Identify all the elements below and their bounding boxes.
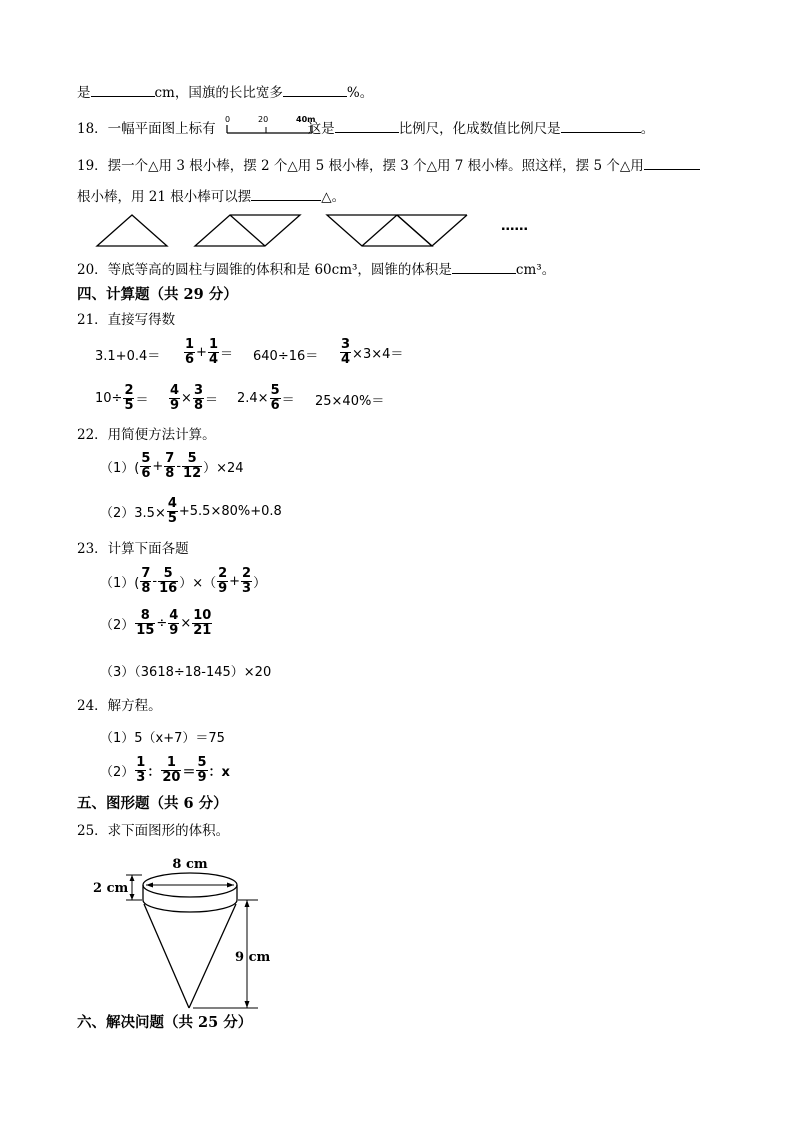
expr-text: 640÷16＝ <box>253 349 319 364</box>
q25-title: 25．求下面图形的体积。 <box>77 823 230 839</box>
q23-part-2: （2） $\frac{8}{15}$ ÷ $\frac{4}{9}$ × $\frac{10}{21}$ <box>100 608 212 638</box>
q21-expr-6: $\frac{4}{9}$ × $\frac{3}{8}$ ＝ <box>170 383 219 413</box>
fraction: $\frac{4}{9}$ <box>169 608 179 638</box>
scale-tick-label: 0 <box>225 115 231 124</box>
cylinder-cone-figure <box>90 848 290 1013</box>
fraction: $\frac{1}{6}$ <box>185 337 195 367</box>
q24-part-2: （2） $\frac{1}{3}$ ： $\frac{1}{20}$ ＝ $\frac{5}{9}$ ：x <box>100 755 230 785</box>
q19-line-2 <box>77 186 345 206</box>
answer-blank[interactable] <box>251 186 321 201</box>
section-4-heading: 四、计算题（共 29 分） <box>77 286 238 303</box>
q22-part-1: （1）( $\frac{5}{6}$ + $\frac{7}{8}$ - $\frac{5}{12}$ ）×24 <box>100 451 244 481</box>
diameter-label: 8 cm <box>172 857 208 872</box>
q21-expr-1 <box>95 345 160 364</box>
q20-text-2: cm³。 <box>515 262 556 278</box>
fraction: $\frac{4}{5}$ <box>167 496 177 526</box>
q22-title: 22．用简便方法计算。 <box>77 427 216 443</box>
q21-expr-8 <box>315 390 384 409</box>
fraction: $\frac{7}{8}$ <box>165 451 175 481</box>
section-6-heading: 六、解决问题（共 25 分） <box>77 1014 253 1031</box>
fraction: $\frac{5}{12}$ <box>183 451 202 481</box>
scale-tick-label: 40m <box>296 115 316 124</box>
q22-part-2: （2）3.5× $\frac{4}{5}$ +5.5×80%+0.8 <box>100 496 282 526</box>
section-5-heading: 五、图形题（共 6 分） <box>77 795 228 812</box>
fraction: $\frac{1}{4}$ <box>208 337 218 367</box>
fraction: $\frac{1}{20}$ <box>162 755 181 785</box>
answer-blank[interactable] <box>335 118 399 133</box>
q21-expr-7: 2.4× $\frac{5}{6}$ ＝ <box>237 383 295 413</box>
q18-text-1: 18．一幅平面图上标有 <box>77 121 216 137</box>
fraction: $\frac{5}{16}$ <box>159 566 178 596</box>
q18-text-3: 比例尺，化成数值比例尺是 <box>398 121 561 137</box>
cone-edge-left <box>144 904 189 1008</box>
answer-blank[interactable] <box>283 82 347 97</box>
fraction: $\frac{10}{21}$ <box>193 608 212 638</box>
q17-text-1: 是 <box>77 85 91 101</box>
q20-text-1: 20．等底等高的圆柱与圆锥的体积和是 60cm³，圆锥的体积是 <box>77 262 452 278</box>
fraction: $\frac{2}{3}$ <box>242 566 252 596</box>
q17-text-2: cm，国旗的长比宽多 <box>154 85 283 101</box>
fraction: $\frac{2}{9}$ <box>218 566 228 596</box>
cone-edge-right <box>189 904 236 1008</box>
answer-blank[interactable] <box>91 82 155 97</box>
q23-part-3: （3）（3618÷18-145）×20 <box>100 665 272 680</box>
q19-text-3: △。 <box>321 189 346 205</box>
expr-text: 25×40%＝ <box>315 394 385 409</box>
q19-ellipsis: …… <box>501 218 528 234</box>
fraction: $\frac{8}{15}$ <box>136 608 155 638</box>
q23-title: 23．计算下面各题 <box>77 541 189 557</box>
fraction: $\frac{5}{9}$ <box>197 755 207 785</box>
fraction: $\frac{3}{4}$ <box>341 337 351 367</box>
q20-line <box>77 259 555 279</box>
answer-blank[interactable] <box>561 118 641 133</box>
q21-expr-4: $\frac{3}{4}$ ×3×4＝ <box>341 337 404 367</box>
q19-text-1: 19．摆一个△用 3 根小棒，摆 2 个△用 5 根小棒，摆 3 个△用 7 根小棒。照这样，摆 5 个△用 <box>77 158 644 174</box>
q18-line <box>77 118 654 138</box>
fraction: $\frac{2}{5}$ <box>124 383 134 413</box>
q21-expr-2: $\frac{1}{6}$ + $\frac{1}{4}$ ＝ <box>185 337 234 367</box>
cone-height-label: 9 cm <box>235 950 271 965</box>
triangle-1 <box>97 215 167 246</box>
q18-text-2: 这是 <box>307 121 335 137</box>
answer-blank[interactable] <box>644 155 700 170</box>
q21-title: 21．直接写得数 <box>77 312 176 328</box>
scale-tick-label: 20 <box>258 115 269 124</box>
fraction: $\frac{3}{8}$ <box>193 383 203 413</box>
q24-part-1: （1）5（x+7）＝75 <box>100 731 225 746</box>
q21-expr-5: 10÷ $\frac{2}{5}$ ＝ <box>95 383 149 413</box>
q17-text-3: %。 <box>346 85 374 101</box>
q23-part-1: （1）( $\frac{7}{8}$ - $\frac{5}{16}$ ）×（ $\frac{2}{9}$ + $\frac{2}{3}$ ） <box>100 566 267 596</box>
fraction: $\frac{1}{3}$ <box>136 755 146 785</box>
q19-line-1 <box>77 155 700 175</box>
q21-expr-3 <box>253 345 318 364</box>
q19-text-2: 根小棒，用 21 根小棒可以摆 <box>77 189 252 205</box>
fraction: $\frac{4}{9}$ <box>170 383 180 413</box>
fraction: $\frac{7}{8}$ <box>141 566 151 596</box>
line-scale-bar <box>224 114 316 136</box>
triangle-pattern-figure <box>95 212 535 248</box>
answer-blank[interactable] <box>452 259 516 274</box>
expr-text: 3.1+0.4＝ <box>95 349 161 364</box>
cylinder-height-label: 2 cm <box>93 881 129 896</box>
q17-tail-line <box>77 82 373 102</box>
q18-text-4: 。 <box>640 121 655 137</box>
fraction: $\frac{5}{6}$ <box>141 451 151 481</box>
fraction: $\frac{5}{6}$ <box>270 383 280 413</box>
q24-title: 24．解方程。 <box>77 698 162 714</box>
